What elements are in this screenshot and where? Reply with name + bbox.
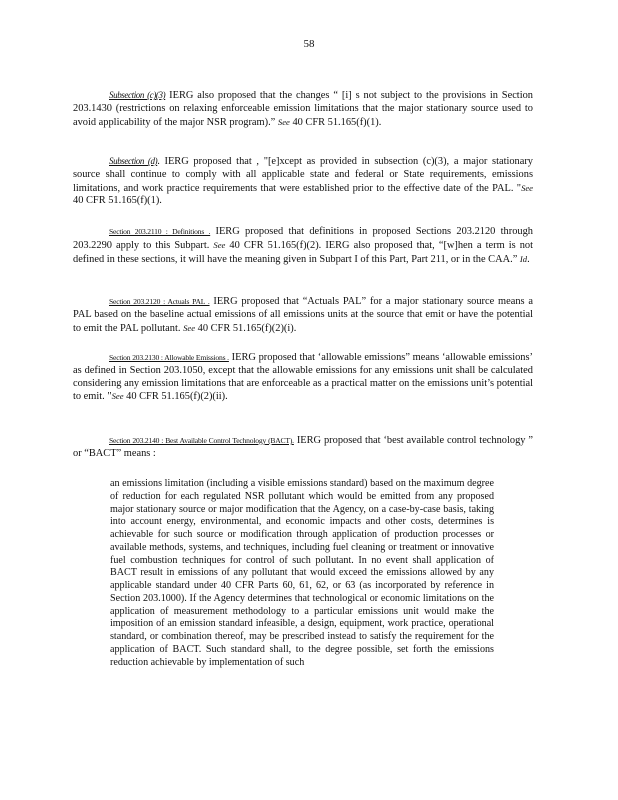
paragraph-text: IERG proposed that ‘best available control technology ” or “BACT” means :	[73, 435, 533, 459]
paragraph-end: .	[527, 253, 530, 265]
paragraph-heading: Subsection (d)	[109, 156, 158, 166]
see-citation: See	[111, 391, 124, 402]
paragraph-section-2140	[73, 435, 533, 461]
id-citation: Id	[519, 253, 528, 264]
paragraph-heading: Section 203.2140 : Best Available Control Technology (BACT).	[109, 436, 294, 445]
paragraph-heading: Section 203.2120 : Actuals PAL .	[109, 297, 210, 306]
paragraph-section-2120	[73, 296, 533, 335]
block-quote-bact-definition: an emissions limitation (including a visible emissions standard) based on the maximum degree of reduction for each regulated NSR pollutant which would be emitted from any proposed major stationary source or major modification that the Agency, on a case-by-case basis, taking into account energy, environmental, and economic impacts and other costs, determines is achievable for such source or modification through application of production processes or available methods, systems, and techniques, including fuel cleaning or treatment or innovative fuel combustion techniques for control of such pollutant. In no event shall application of BACT result in emissions of any pollutant that would exceed the emissions allowed by any applicable standard under 40 CFR Parts 60, 61, 62, or 63 (as incorporated by reference in Section 203.1000). If the Agency determines that technological or economic limitations on the application of measurement methodology to a particular emissions unit would make the imposition of an emission standard infeasible, a design, equipment, work practice, operational standard, or combination thereof, may be prescribed instead to satisfy the requirement for the application of BACT. Such standard shall, to the degree possible, set forth the emissions reduction achievable by implementation of such	[110, 478, 494, 668]
paragraph-citation: 40 CFR 51.165(f)(2)(i).	[197, 322, 297, 334]
see-citation: See	[521, 182, 533, 193]
paragraph-text: . IERG proposed that , "[e]xcept as provided in subsection (c)(3), a major stationary source shall continue to comply with all applicable state and federal or State requirements, emissions limitations, and work practice requirements that were established prior to the effective date of the PAL. "	[73, 156, 533, 194]
paragraph-citation: 40 CFR 51.165(f)(2). IERG also proposed that, “[w]hen a term is not defined in these sections, it will have the meaning given in Subpart I of this Part, Part 211, or in the CAA.”	[73, 239, 533, 265]
paragraph-text: IERG proposed that definitions in proposed Sections 203.2120 through 203.2290 apply to this Subpart.	[73, 226, 533, 251]
see-citation: See	[277, 116, 290, 127]
paragraph-citation: 40 CFR 51.165(f)(2)(ii).	[126, 391, 228, 403]
paragraph-text: IERG also proposed that the changes “ [i] s not subject to the provisions in Section 203.1430 (restrictions on relaxing enforceable emission limitations that the major stationary source used to avoid applicability of the major NSR program).”	[73, 90, 533, 128]
paragraph-text: IERG proposed that “Actuals PAL” for a major stationary source means a PAL based on the baseline actual emissions of all emissions units at the source that emit or have the potential to emit the PAL pollutant.	[73, 296, 533, 334]
paragraph-heading: Subsection (c)(3)	[109, 90, 166, 100]
page-number: 58	[303, 38, 315, 50]
paragraph-citation: 40 CFR 51.165(f)(1).	[292, 116, 382, 128]
see-citation: See	[213, 239, 226, 250]
paragraph-subsection-d	[73, 155, 533, 208]
paragraph-citation: 40 CFR 51.165(f)(1).	[73, 195, 162, 207]
paragraph-section-2130	[73, 352, 533, 404]
paragraph-heading: Section 203.2110 : Definitions .	[109, 227, 211, 236]
paragraph-section-2110	[73, 226, 533, 266]
paragraph-subsection-c3	[73, 89, 533, 129]
paragraph-heading: Section 203.2130 : Allowable Emissions .	[109, 353, 229, 362]
see-citation: See	[183, 322, 196, 333]
paragraph-text: IERG proposed that ‘allowable emissions” means ‘allowable emissions’ as defined in Section 203.1050, except that the allowable emissions for any emissions unit shall be calculated considering any emission limitations that are enforceable as a practical matter on the emissions unit’s potential to emit. "	[73, 352, 533, 403]
